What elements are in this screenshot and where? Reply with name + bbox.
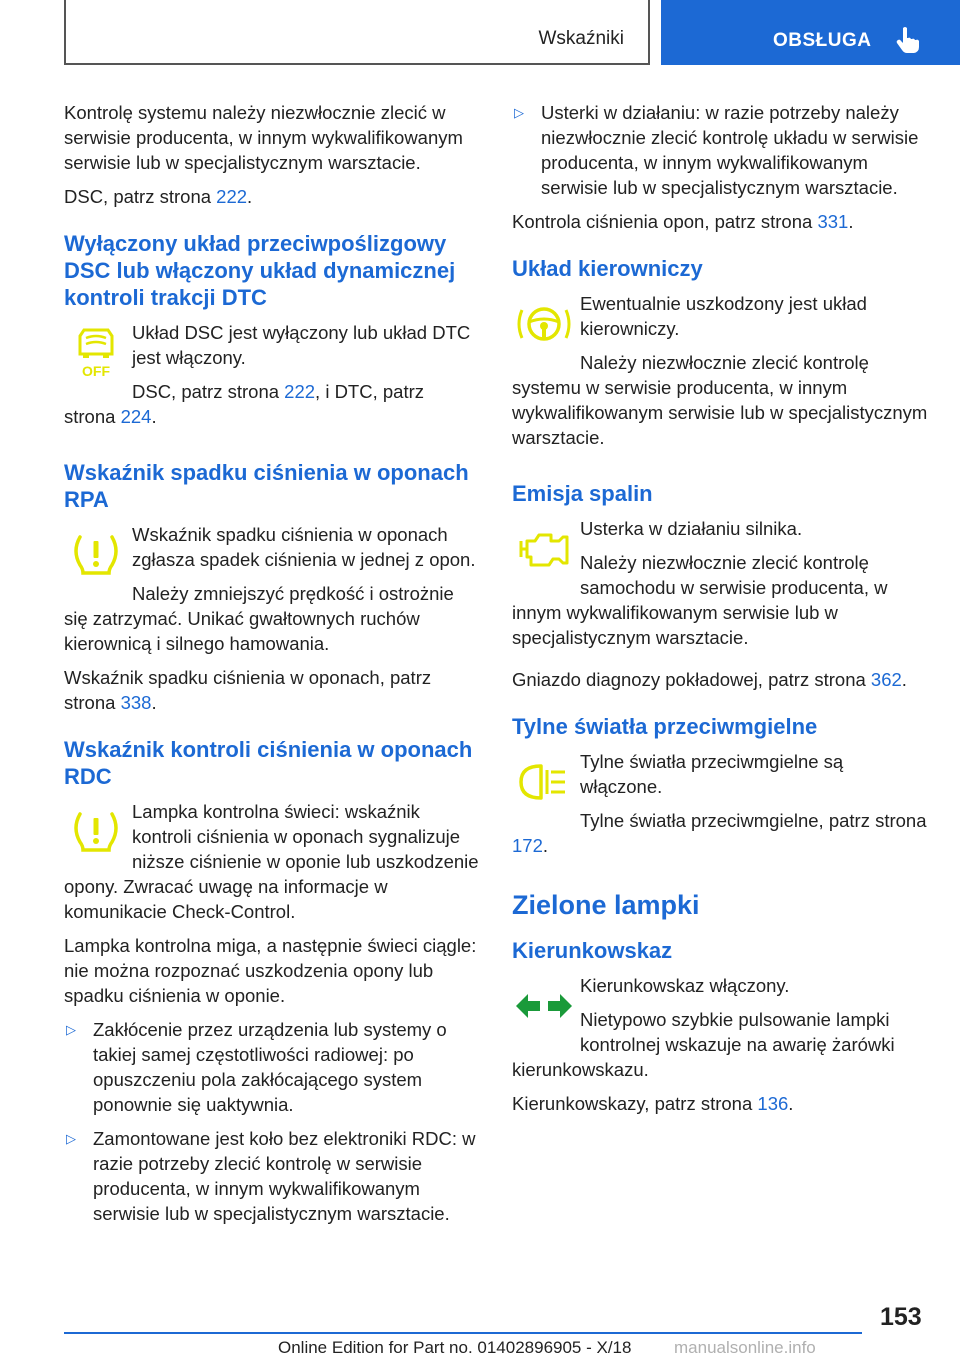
steering-wheel-icon [512, 295, 576, 353]
page-link-136[interactable]: 136 [757, 1093, 789, 1114]
paragraph-diagnosis-reference: Gniazdo diagnozy pokładowej, patrz strona 362. [512, 669, 907, 690]
paragraph-rpa-reference: Wskaźnik spadku ciśnienia w oponach, patrz strona 338. [64, 667, 432, 713]
dsc-off-icon [64, 324, 128, 382]
page-link-172[interactable]: 172 [512, 835, 543, 856]
paragraph-rpa-2: Należy zmniejszyć prędkość i ostrożnie się zatrzymać. Unikać gwałtownych ruchów kierownicą i silnego hamowania. [64, 583, 454, 654]
heading-rpa: Wskaźnik spadku ciśnienia w oponach RPA [64, 460, 469, 512]
heading-steering: Układ kierowniczy [512, 256, 703, 281]
header-chapter-box[interactable] [661, 0, 960, 65]
bullet-marker-icon: ▷ [66, 1022, 76, 1037]
paragraph-dsc-control: Kontrolę systemu należy niezwłocznie zlecić w serwisie producenta, w innym wykwalifikowanym serwisie lub w specjalistycznym warsztacie. [64, 102, 463, 173]
header-chapter-title: OBSŁUGA [773, 30, 872, 51]
paragraph-tire-reference: Kontrola ciśnienia opon, patrz strona 331. [512, 211, 854, 232]
bullet-marker-icon: ▷ [66, 1131, 76, 1146]
paragraph-turn-reference: Kierunkowskazy, patrz strona 136. [512, 1093, 794, 1114]
heading-rdc: Wskaźnik kontroli ciśnienia w oponach RDC [64, 737, 473, 789]
heading-turn-signal: Kierunkowskaz [512, 938, 673, 963]
page-link-331[interactable]: 331 [817, 211, 849, 232]
paragraph-emission-1: Usterka w działaniu silnika. [580, 518, 803, 539]
page-link-224[interactable]: 224 [120, 406, 152, 427]
header-section-box [64, 0, 650, 65]
paragraph-dsc-off: Układ DSC jest wyłączony lub układ DTC jest włączony. [132, 322, 471, 368]
emission-block [512, 516, 928, 659]
heading-green-lamps: Zielone lampki [512, 890, 700, 920]
paragraph-steering-2: Należy niezwłocznie zlecić kontrolę systemu w serwisie producenta, w innym wykwalifikowanym serwisie lub w specjalistycznym warsztacie. [512, 352, 928, 448]
paragraph-turn-1: Kierunkowskaz włączony. [580, 975, 790, 996]
paragraph-rpa-1: Wskaźnik spadku ciśnienia w oponach zgłasza spadek ciśnienia w jednej z opon. [132, 524, 476, 570]
bullet-marker-icon: ▷ [514, 105, 524, 120]
watermark: manualsonline.info [674, 1338, 816, 1357]
list-item: ▷ Zakłócenie przez urządzenia lub systemy o takiej samej częstotliwości radiowej: po opuszczeniu pola zakłócającego system ponownie się uaktywnia. [66, 1019, 447, 1115]
right-column [512, 100, 928, 1125]
tire-pressure-icon [64, 526, 128, 584]
list-item: ▷ Zamontowane jest koło bez elektroniki RDC: w razie potrzeby zlecić kontrolę w serwisie producenta, w innym wykwalifikowanym serwisie lub w specjalistycznym warsztacie. [66, 1128, 476, 1224]
engine-icon [512, 520, 576, 578]
turn-signal-icon [512, 977, 576, 1035]
list-item: ▷ Usterki w działaniu: w razie potrzeby należy niezwłocznie zlecić kontrolę układu w serwisie producenta, w innym wykwalifikowanym serwisie lub w specjalistycznym warsztacie. [514, 102, 919, 198]
heading-dsc-off: Wyłączony układ przeciwpoślizgowy DSC lub włączony układ dynamicznej kontroli trakcji DTC [64, 231, 456, 310]
paragraph-dsc-reference: DSC, patrz strona 222. [64, 186, 253, 207]
paragraph-steering-1: Ewentualnie uszkodzony jest układ kierowniczy. [580, 293, 867, 339]
hand-pointer-icon [893, 24, 923, 54]
paragraph-turn-2: Nietypowo szybkie pulsowanie lampki kontrolnej wskazuje na awarię żarówki kierunkowskazu. [512, 1009, 895, 1080]
rpa-block [64, 522, 480, 665]
footer-edition: Online Edition for Part no. 01402896905 - X/18 [278, 1338, 632, 1357]
page-link-362[interactable]: 362 [870, 669, 902, 690]
dsc-off-block [64, 320, 480, 438]
paragraph-dsc-dtc-reference: DSC, patrz strona 222, i DTC, patrz strona 224. [64, 381, 425, 427]
page-link-222b[interactable]: 222 [284, 381, 316, 402]
paragraph-rdc-1: Lampka kontrolna świeci: wskaźnik kontroli ciśnienia w oponach sygnalizuje niższe ciśnienie w oponie lub uszkodzenie opony. Zwracać uwagę na informacje w komunikacie Check-Control. [64, 801, 479, 922]
page-link-222[interactable]: 222 [216, 186, 248, 207]
paragraph-rdc-2: Lampka kontrolna miga, a następnie świeci ciągle: nie można rozpoznać uszkodzenia opony lub spadku ciśnienia w oponie. [64, 935, 477, 1006]
heading-rear-fog: Tylne światła przeciwmgielne [512, 714, 818, 739]
rear-fog-block [512, 749, 928, 867]
paragraph-rear-fog-1: Tylne światła przeciwmgielne są włączone. [580, 751, 844, 797]
tire-pressure-icon [64, 803, 128, 861]
page-number: 153 [880, 1303, 922, 1331]
steering-block [512, 291, 928, 459]
rdc-block [64, 799, 480, 933]
turn-signal-block [512, 973, 928, 1091]
dsc-off-icon-label: OFF [82, 363, 110, 379]
header-section-title: Wskaźniki [538, 28, 624, 49]
paragraph-rear-fog-2: Tylne światła przeciwmgielne, patrz strona 172. [512, 810, 927, 856]
heading-emission: Emisja spalin [512, 481, 653, 506]
paragraph-emission-2: Należy niezwłocznie zlecić kontrolę samochodu w serwisie producenta, w innym wykwalifikowanym serwisie lub w specjalistycznym warsztacie. [512, 552, 888, 648]
page-link-338[interactable]: 338 [120, 692, 152, 713]
left-column [64, 100, 480, 1235]
footer-divider [64, 1332, 862, 1334]
rear-fog-light-icon [512, 753, 576, 811]
